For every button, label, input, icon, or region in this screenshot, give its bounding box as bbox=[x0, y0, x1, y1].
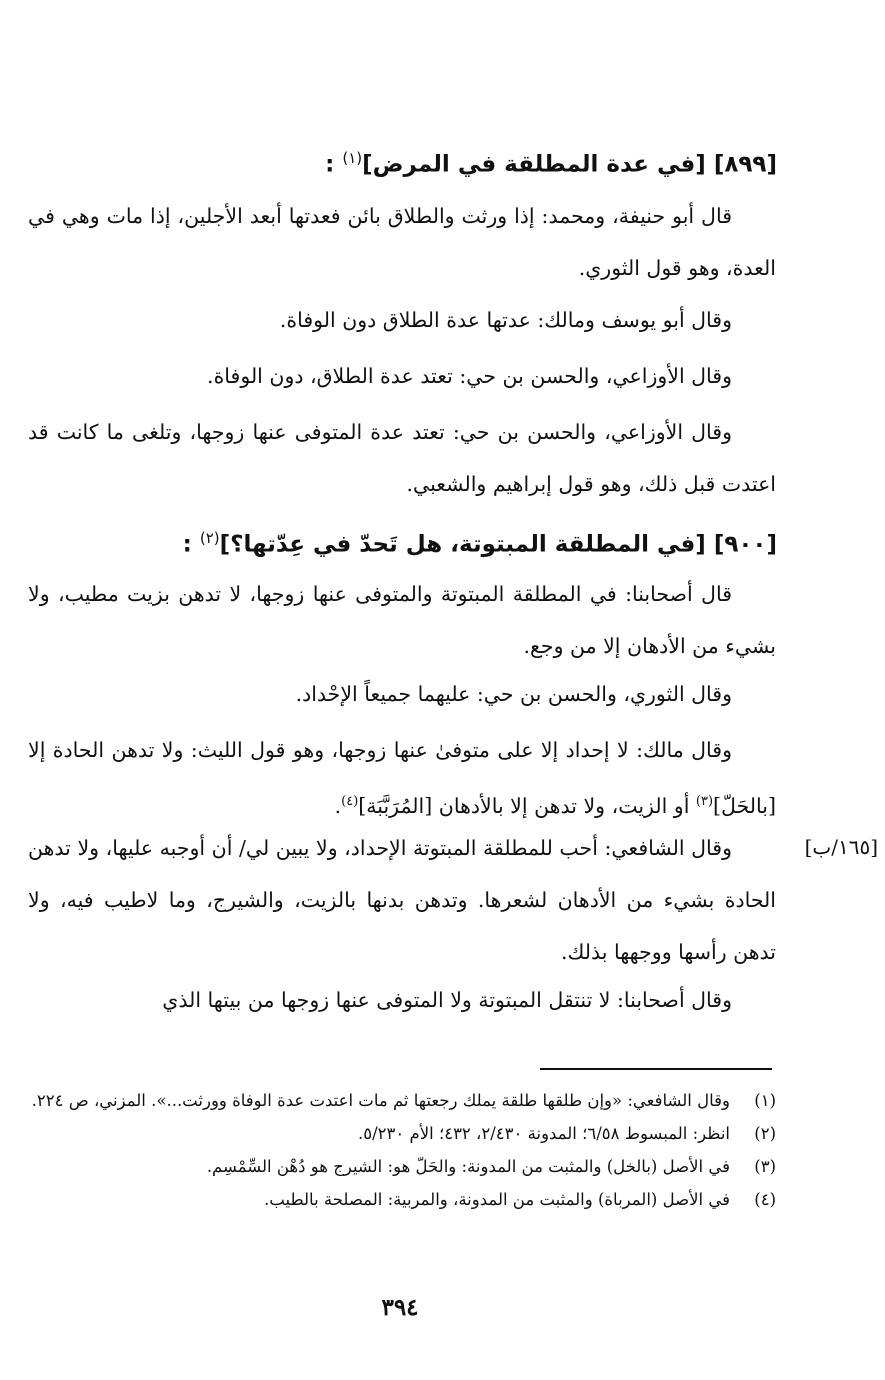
paragraph bbox=[28, 668, 776, 720]
footnote-number: (٣) bbox=[754, 1157, 776, 1176]
paragraph-text: قال أبو حنيفة، ومحمد: إذا ورثت والطلاق بائن فعدتها أبعد الأجلين، إذا مات وهي في العدة، وهو قول الثوري. bbox=[28, 204, 776, 280]
paragraph-text: وقال الأوزاعي، والحسن بن حي: تعتد عدة المتوفى عنها زوجها، وتلغى ما كانت قد اعتدت قبل ذلك، وهو قول إبراهيم والشعبي. bbox=[28, 420, 776, 496]
footnote-ref-2: (٢) bbox=[199, 529, 220, 547]
paragraph-text: أو الزيت، ولا تدهن إلا بالأدهان [المُرَبَّبَة] bbox=[358, 793, 696, 818]
paragraph bbox=[28, 406, 776, 510]
section-title: [في عدة المطلقة في المرض] bbox=[362, 151, 706, 178]
paragraph-text: وقال الأوزاعي، والحسن بن حي: تعتد عدة الطلاق، دون الوفاة. bbox=[207, 364, 732, 388]
section-number: [٨٩٩] bbox=[713, 151, 777, 178]
footnote-4 bbox=[28, 1183, 776, 1216]
paragraph bbox=[28, 190, 776, 294]
section-heading-900 bbox=[97, 518, 777, 565]
section-title: [في المطلقة المبتوتة، هل تَحدّ في عِدّتها؟] bbox=[219, 531, 706, 558]
paragraph-text: وقال مالك: لا إحداد إلا على متوفىٰ عنها زوجها، وهو قول الليث: ولا تدهن الحادة إلا [بالحَلّ] bbox=[28, 738, 776, 818]
paragraph-end: . bbox=[334, 793, 342, 818]
paragraph bbox=[28, 294, 776, 346]
paragraph bbox=[28, 724, 776, 832]
footnote-number: (٢) bbox=[754, 1124, 776, 1143]
footnote-3 bbox=[28, 1150, 776, 1183]
footnote-number: (١) bbox=[754, 1091, 776, 1110]
footnote-ref-3: (٣) bbox=[695, 794, 714, 809]
paragraph-text: وقال الشافعي: أحب للمطلقة المبتوتة الإحداد، ولا يبين لي/ أن أوجبه عليها، ولا تدهن الحادة بشيء من الأدهان لشعرها. وتدهن بدنها بالزيت، والشيرج، وما لاطيب فيه، ولا تدهن رأسها ووجهها بذلك. bbox=[28, 836, 776, 964]
paragraph bbox=[28, 568, 776, 672]
footnote-2 bbox=[28, 1117, 776, 1150]
footnote-1 bbox=[28, 1084, 776, 1117]
footnote-text: انظر: المبسوط ٦/٥٨؛ المدونة ٢/٤٣٠، ٤٣٢؛ الأم ٥/٢٣٠. bbox=[357, 1124, 730, 1143]
paragraph bbox=[28, 822, 776, 978]
paragraph-text: قال أصحابنا: في المطلقة المبتوتة والمتوفى عنها زوجها، لا تدهن بزيت مطيب، ولا بشيء من الأدهان إلا من وجع. bbox=[28, 582, 776, 658]
paragraph-text: وقال الثوري، والحسن بن حي: عليهما جميعاً الإحْداد. bbox=[295, 682, 732, 706]
paragraph-text: وقال أصحابنا: لا تنتقل المبتوتة ولا المتوفى عنها زوجها من بيتها الذي bbox=[162, 988, 732, 1012]
footnotes bbox=[28, 1084, 776, 1216]
paragraph bbox=[28, 350, 776, 402]
footnote-ref-1: (١) bbox=[342, 149, 363, 167]
page-number: ٣٩٤ bbox=[381, 1294, 419, 1321]
footnote-text: في الأصل (بالخل) والمثبت من المدونة: والحَلّ هو: الشيرج هو دُهْن السِّمْسِم. bbox=[206, 1157, 730, 1176]
heading-colon: : bbox=[325, 151, 335, 178]
manuscript-folio-marker: [١٦٥/ب] bbox=[804, 835, 878, 859]
paragraph-text: وقال أبو يوسف ومالك: عدتها عدة الطلاق دون الوفاة. bbox=[279, 308, 732, 332]
heading-colon: : bbox=[182, 531, 192, 558]
footnote-text: في الأصل (المرباة) والمثبت من المدونة، والمربية: المصلحة بالطيب. bbox=[264, 1190, 730, 1209]
footnote-text: وقال الشافعي: «وإن طلقها طلقة يملك رجعتها ثم مات اعتدت عدة الوفاة وورثت...». المزني، ص ٢٢٤. bbox=[31, 1091, 730, 1110]
footnote-ref-4: (٤) bbox=[341, 794, 359, 809]
footnote-divider bbox=[540, 1068, 772, 1070]
footnote-number: (٤) bbox=[754, 1190, 776, 1209]
section-heading-899 bbox=[97, 138, 777, 185]
section-number: [٩٠٠] bbox=[713, 531, 777, 558]
paragraph bbox=[28, 974, 776, 1026]
